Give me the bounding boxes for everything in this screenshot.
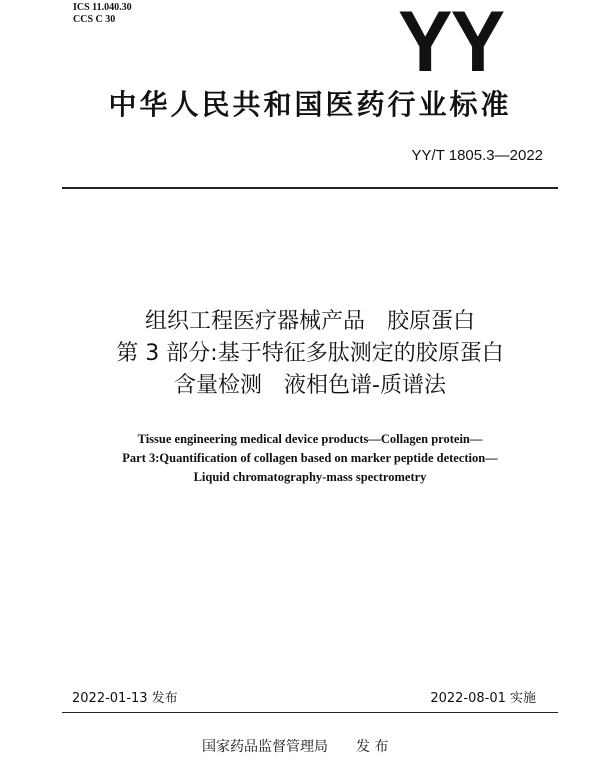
chinese-title — [40, 306, 580, 402]
english-title-line-1: Tissue engineering medical device products—Collagen protein— — [137, 432, 483, 446]
chinese-title-line-2: 第 3 部分:基于特征多肽测定的胶原蛋白 — [116, 341, 504, 366]
issue-date: 2022-01-13 发布 — [72, 691, 178, 706]
ccs-code: CCS C 30 — [73, 14, 116, 25]
ics-classification — [73, 2, 132, 26]
footer-divider — [62, 712, 558, 713]
header-divider — [62, 187, 558, 189]
standard-number: YY/T 1805.3—2022 — [411, 147, 543, 164]
english-title — [40, 430, 580, 487]
publisher: 国家药品监督管理局 发 布 — [202, 739, 389, 755]
chinese-title-line-3: 含量检测 液相色谱-质谱法 — [174, 373, 446, 398]
english-title-line-2: Part 3:Quantification of collagen based on marker peptide detection— — [122, 451, 498, 465]
standard-name: 中华人民共和国医药行业标准 — [108, 88, 512, 121]
yy-logo: YY — [398, 0, 504, 90]
ics-code: ICS 11.040.30 — [73, 2, 132, 13]
implementation-date: 2022-08-01 实施 — [430, 691, 536, 706]
chinese-title-line-1: 组织工程医疗器械产品 胶原蛋白 — [144, 309, 475, 334]
english-title-line-3: Liquid chromatography-mass spectrometry — [193, 470, 427, 484]
